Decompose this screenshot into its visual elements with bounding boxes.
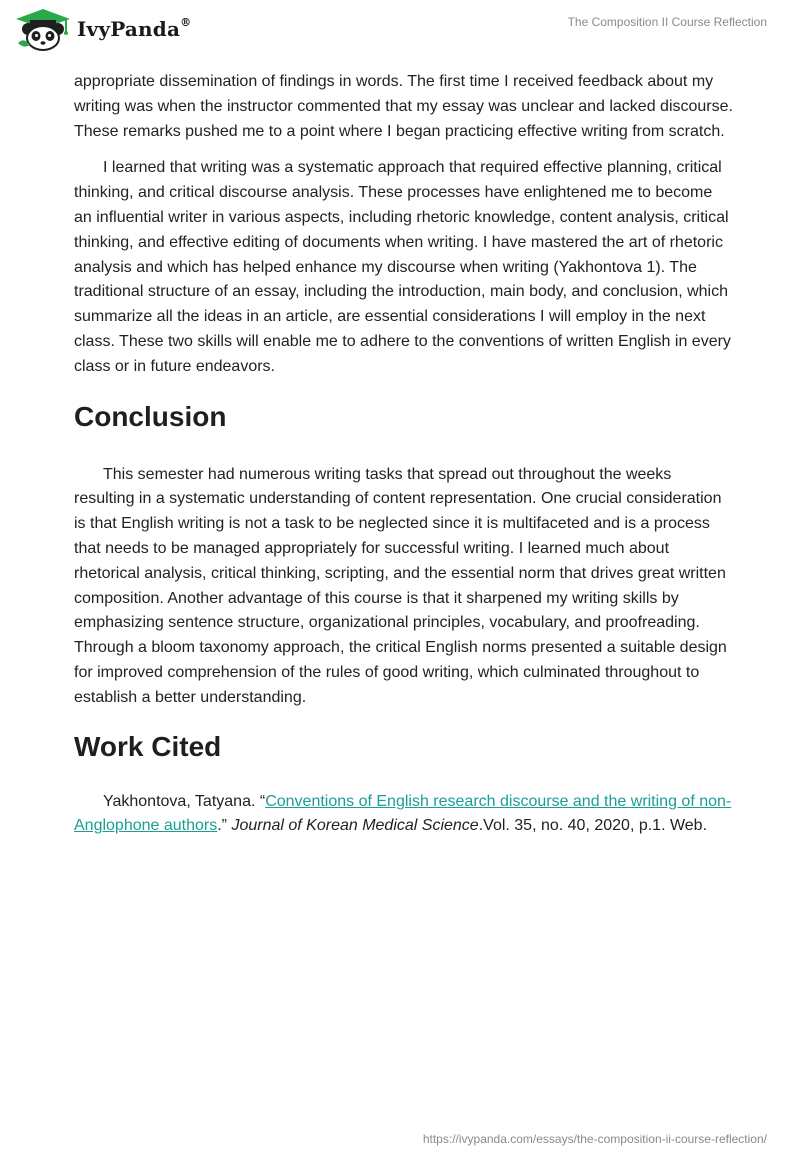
brand-name: IvyPanda® bbox=[77, 16, 192, 41]
citation-author: Yakhontova, Tatyana. “ bbox=[103, 792, 266, 810]
citation-journal: Journal of Korean Medical Science bbox=[231, 817, 479, 835]
footer-url[interactable]: https://ivypanda.com/essays/the-composition-ii-course-reflection/ bbox=[422, 1132, 767, 1146]
panda-graduate-icon bbox=[14, 7, 72, 51]
citation-entry bbox=[74, 790, 734, 840]
citation-details: .Vol. 35, no. 40, 2020, p.1. Web. bbox=[478, 817, 708, 835]
conclusion-heading: Conclusion bbox=[74, 400, 227, 432]
registered-mark: ® bbox=[180, 16, 192, 30]
conclusion-paragraph: This semester had numerous writing tasks that spread out throughout the weeks resulting in a systematic understanding of content representation. One crucial consideration is that English writing is not a task to be neglected since it is multifaceted and is a process that needs to be managed appropriately for successful writing. I learned much about rhetorical analysis, critical thinking, scripting, and the essential norm that drives great written composition. Another advantage of this course is that it sharpened my writing skills by emphasizing sentence structure, organizational principles, vocabulary, and proofreading. Through a bloom taxonomy approach, the critical English norms presented a suitable design for improved comprehension of the rules of good writing, which culminated throughout to establish a better understanding. bbox=[74, 465, 727, 706]
citation-link[interactable]: Conventions of English research discourse and the writing of non-Anglophone authors bbox=[74, 792, 732, 835]
essay-content bbox=[74, 70, 734, 839]
ivypanda-logo[interactable] bbox=[14, 7, 191, 51]
paragraph-learning: I learned that writing was a systematic approach that required effective planning, critical thinking, and critical discourse analysis. These processes have enlightened me to become an influential writer in various aspects, including rhetoric knowledge, content analysis, critical thinking, and effective editing of documents when writing. I have mastered the art of rhetoric analysis and which has helped enhance my discourse when writing (Yakhontova 1). The traditional structure of an essay, including the introduction, main body, and conclusion, which summarize all the ideas in an article, are essential considerations I will employ in the next class. These two skills will enable me to adhere to the conventions of written English in every class or in future endeavors. bbox=[74, 159, 731, 375]
works-cited-heading: Work Cited bbox=[74, 730, 222, 762]
document-title: The Composition II Course Reflection bbox=[567, 15, 767, 29]
citation-after-link: .” bbox=[217, 817, 232, 835]
paragraph-continued: appropriate dissemination of findings in words. The first time I received feedback about my writing was when the instructor commented that my essay was unclear and lacked discourse. These remarks pushed me to a point where I began practicing effective writing from scratch. bbox=[74, 73, 733, 140]
page-header bbox=[0, 0, 800, 64]
